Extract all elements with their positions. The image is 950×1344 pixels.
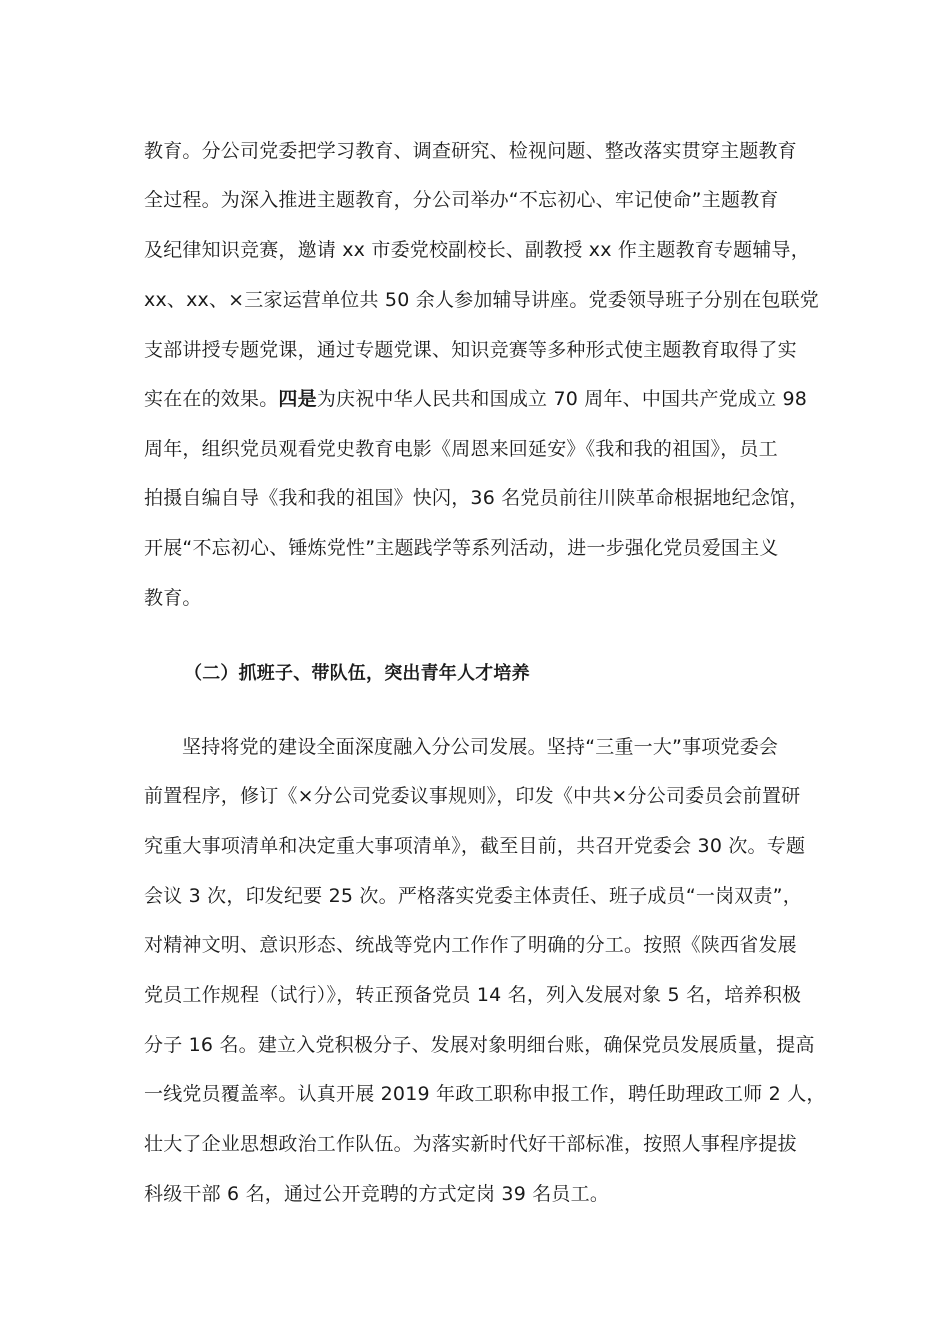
bold-marker: 四是 [278, 388, 317, 410]
paragraph-line: 及纪律知识竞赛，邀请 xx 市委党校副校长、副教授 xx 作主题教育专题辅导， [144, 239, 810, 261]
paragraph-line: 对精神文明、意识形态、统战等党内工作作了明确的分工。按照《陕西省发展 [144, 934, 797, 956]
paragraph-line-mixed [144, 385, 807, 413]
paragraph-line: xx、xx、×三家运营单位共 50 余人参加辅导讲座。党委领导班子分别在包联党 [144, 289, 819, 311]
paragraph-line: 分子 16 名。建立入党积极分子、发展对象明细台账，确保党员发展质量，提高 [144, 1034, 815, 1056]
paragraph-line: 会议 3 次，印发纪要 25 次。严格落实党委主体责任、班子成员“一岗双责”， [144, 885, 802, 907]
paragraph-line: 科级干部 6 名，通过公开竞聘的方式定岗 39 名员工。 [144, 1183, 610, 1205]
paragraph-text: 实在在的效果。 [144, 388, 279, 410]
paragraph-text: 为庆祝中华人民共和国成立 70 周年、中国共产党成立 98 [316, 388, 808, 410]
paragraph-line: 一线党员覆盖率。认真开展 2019 年政工职称申报工作，聘任助理政工师 2 人， [144, 1083, 826, 1105]
paragraph-line: 周年，组织党员观看党史教育电影《周恩来回延安》《我和我的祖国》，员工 [144, 438, 778, 460]
paragraph-line: 拍摄自编自导《我和我的祖国》快闪，36 名党员前往川陕革命根据地纪念馆， [144, 487, 809, 509]
paragraph-line: 壮大了企业思想政治工作队伍。为落实新时代好干部标准，按照人事程序提拔 [144, 1133, 797, 1155]
paragraph-line: 教育。分公司党委把学习教育、调查研究、检视问题、整改落实贯穿主题教育 [144, 140, 797, 162]
paragraph-line: 全过程。为深入推进主题教育，分公司举办“不忘初心、牢记使命”主题教育 [144, 189, 779, 211]
paragraph-line: 支部讲授专题党课，通过专题党课、知识竞赛等多种形式使主题教育取得了实 [144, 339, 797, 361]
paragraph-line: 前置程序，修订《×分公司党委议事规则》，印发《中共×分公司委员会前置研 [144, 785, 801, 807]
section-heading: （二）抓班子、带队伍，突出青年人才培养 [184, 663, 530, 684]
paragraph-line: 开展“不忘初心、锤炼党性”主题践学等系列活动，进一步强化党员爱国主义 [144, 537, 779, 559]
paragraph-line: 教育。 [144, 587, 202, 609]
paragraph-line: 坚持将党的建设全面深度融入分公司发展。坚持“三重一大”事项党委会 [182, 736, 779, 758]
paragraph-line: 党员工作规程（试行）》，转正预备党员 14 名，列入发展对象 5 名，培养积极 [144, 984, 802, 1006]
paragraph-line: 究重大事项清单和决定重大事项清单》，截至目前，共召开党委会 30 次。专题 [144, 835, 806, 857]
